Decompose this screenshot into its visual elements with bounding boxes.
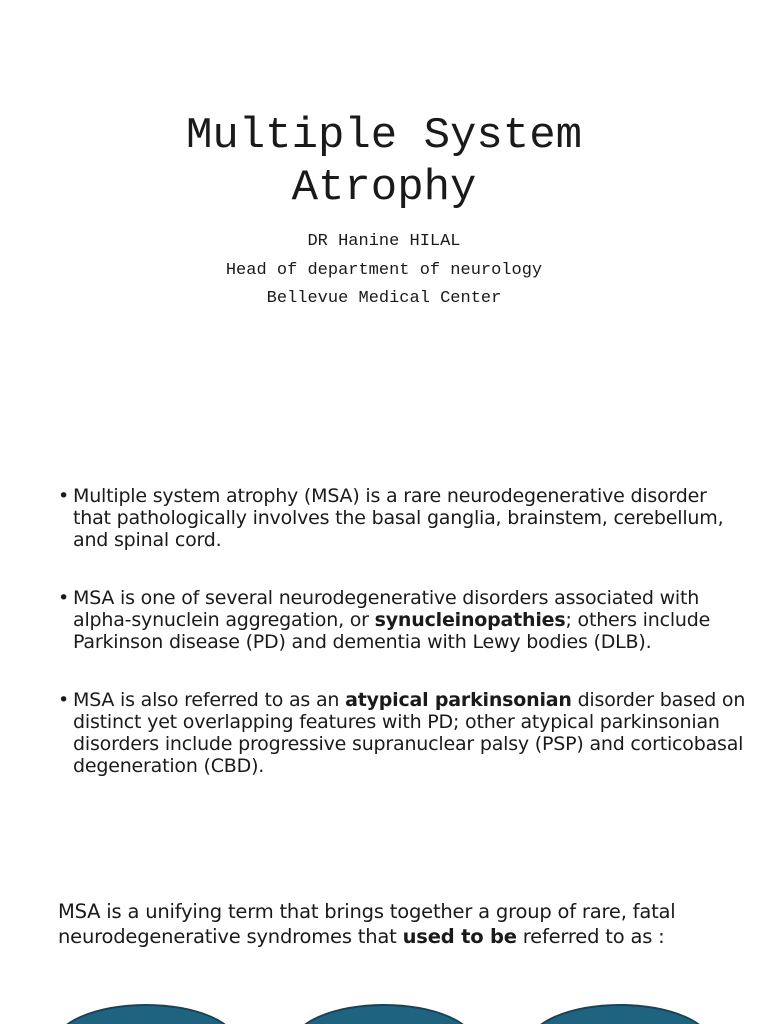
bullet-text-bold: synucleinopathies xyxy=(374,609,566,631)
slide-title-line-1: Multiple System xyxy=(185,111,583,161)
paragraph-text-pre: MSA is a unifying term that brings together a group of rare, fatal neurodegenerative syndromes that xyxy=(58,900,676,948)
bullet-list xyxy=(58,485,748,813)
bullet-marker: • xyxy=(58,587,70,609)
author-role: Head of department of neurology xyxy=(225,260,543,280)
oval-shapes-row xyxy=(0,1004,768,1024)
paragraph-text-post: referred to as : xyxy=(516,925,665,948)
bullet-text-post: ; others include Parkinson disease (PD) and dementia with Lewy bodies (DLB). xyxy=(73,609,711,653)
oval-shape xyxy=(54,1004,238,1024)
bullet-text-pre: MSA is also referred to as an xyxy=(73,689,346,711)
slide-title xyxy=(0,110,768,214)
bullet-marker: • xyxy=(58,689,70,711)
bullet-item xyxy=(58,587,748,653)
slide-subtitle xyxy=(0,228,768,314)
bullet-marker: • xyxy=(58,485,70,507)
oval-shape xyxy=(528,1004,712,1024)
bullet-text: Multiple system atrophy (MSA) is a rare neurodegenerative disorder that pathologically involves the basal ganglia, brainstem, cerebellum, and spinal cord. xyxy=(73,485,724,551)
intro-paragraph xyxy=(58,899,748,949)
bullet-text-bold: atypical parkinsonian xyxy=(345,689,572,711)
slide-title-line-2: Atrophy xyxy=(291,163,477,213)
bullet-text-pre: MSA is one of several neurodegenerative disorders associated with alpha-synuclein aggregation, or xyxy=(73,587,700,631)
paragraph-text-bold: used to be xyxy=(402,925,517,948)
oval-shape xyxy=(292,1004,476,1024)
bullet-text-post: disorder based on distinct yet overlapping features with PD; other atypical parkinsonian disorders include progressive supranuclear palsy (PSP) and corticobasal degeneration (CBD). xyxy=(73,689,746,777)
bullet-item xyxy=(58,689,748,777)
author-institution: Bellevue Medical Center xyxy=(266,289,502,308)
bullet-item xyxy=(58,485,748,551)
author-name: DR Hanine HILAL xyxy=(307,232,461,251)
